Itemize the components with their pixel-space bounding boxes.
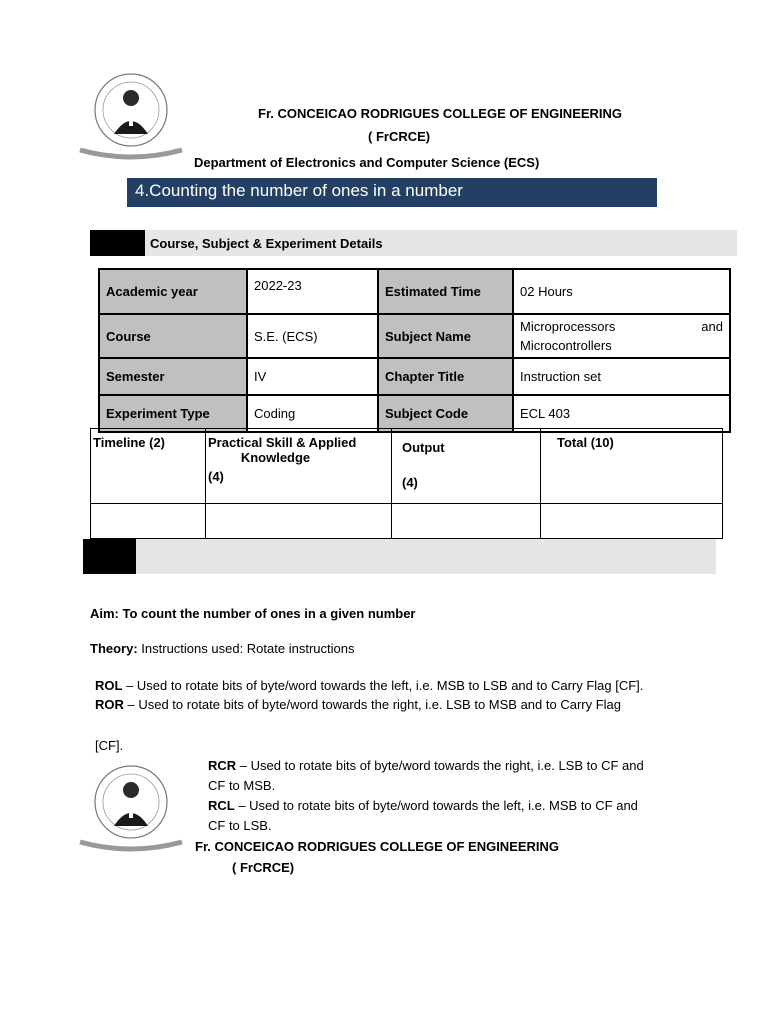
- ror-description: – Used to rotate bits of byte/word towards the right, i.e. LSB to MSB and to Carry Flag: [123, 697, 622, 712]
- table-row: [91, 504, 723, 539]
- experiment-title: 4.Counting the number of ones in a number: [135, 181, 463, 200]
- table-row: [99, 269, 730, 314]
- rcl-name: RCL: [208, 798, 235, 813]
- practical-cell: [206, 504, 392, 539]
- rol-name: ROL: [95, 678, 123, 693]
- subject-code-label: Subject Code: [378, 395, 513, 432]
- section-marker: [90, 230, 145, 256]
- total-header: Total (10): [541, 429, 723, 504]
- table-row: [99, 395, 730, 432]
- output-cell: [392, 504, 541, 539]
- rcr-line: [208, 758, 644, 773]
- footer-college-name: Fr. CONCEICAO RODRIGUES COLLEGE OF ENGINEERING: [195, 839, 560, 854]
- chapter-title-label: Chapter Title: [378, 358, 513, 395]
- estimated-time-label: Estimated Time: [378, 269, 513, 314]
- timeline-cell: [91, 504, 206, 539]
- ror-line: [95, 697, 621, 712]
- college-abbr: ( FrCRCE): [368, 129, 431, 144]
- rol-line: [95, 678, 643, 693]
- college-seal-logo: [76, 68, 186, 163]
- semester-value: IV: [247, 358, 378, 395]
- table-row: [99, 358, 730, 395]
- subject-code-value: ECL 403: [513, 395, 730, 432]
- chapter-title-value: Instruction set: [513, 358, 730, 395]
- table-row: [91, 429, 723, 504]
- estimated-time-value: 02 Hours: [513, 269, 730, 314]
- course-label: Course: [99, 314, 247, 358]
- timeline-header: Timeline (2): [91, 429, 206, 504]
- output-label: Output: [402, 440, 445, 455]
- practical-header: [206, 429, 392, 504]
- rcr-description: – Used to rotate bits of byte/word towards the right, i.e. LSB to CF and: [236, 758, 644, 773]
- subject-name-line2: Microcontrollers: [520, 338, 612, 353]
- experiment-title-bar: [127, 178, 657, 207]
- section-bar-blank: [83, 539, 716, 574]
- rcr-name: RCR: [208, 758, 237, 773]
- practical-line1: Practical Skill & Applied: [208, 435, 357, 450]
- output-marks: (4): [402, 475, 418, 490]
- rcl-line: [208, 798, 638, 813]
- practical-marks: (4): [208, 469, 224, 484]
- semester-label: Semester: [99, 358, 247, 395]
- experiment-type-label: Experiment Type: [99, 395, 247, 432]
- college-seal-logo: [76, 760, 186, 855]
- total-cell: [541, 504, 723, 539]
- college-name: Fr. CONCEICAO RODRIGUES COLLEGE OF ENGINEERING: [258, 106, 623, 121]
- theory-text: [90, 641, 354, 656]
- subject-name-word: and: [701, 319, 723, 334]
- marks-table: [90, 428, 723, 539]
- practical-line2: Knowledge: [240, 450, 311, 465]
- subject-name-value: [513, 314, 730, 358]
- department-name: Department of Electronics and Computer Science (ECS): [194, 155, 540, 170]
- rcl-description: – Used to rotate bits of byte/word towards the left, i.e. MSB to CF and: [234, 798, 638, 813]
- table-row: [99, 314, 730, 358]
- experiment-type-value: Coding: [247, 395, 378, 432]
- theory-body: Instructions used: Rotate instructions: [141, 641, 355, 656]
- details-table: [98, 268, 731, 433]
- section-marker: [83, 539, 136, 574]
- section-bar-details: [90, 230, 737, 256]
- course-value: S.E. (ECS): [247, 314, 378, 358]
- aim-text: Aim: To count the number of ones in a given number: [90, 606, 416, 621]
- section-title: Course, Subject & Experiment Details: [150, 236, 383, 251]
- rcr-continuation: CF to MSB.: [208, 778, 276, 793]
- ror-name: ROR: [95, 697, 124, 712]
- academic-year-label: Academic year: [99, 269, 247, 314]
- rol-description: – Used to rotate bits of byte/word towards the left, i.e. MSB to LSB and to Carry Flag [CF].: [122, 678, 644, 693]
- subject-name-label: Subject Name: [378, 314, 513, 358]
- theory-label: Theory:: [90, 641, 138, 656]
- output-header: [392, 429, 541, 504]
- rcl-continuation: CF to LSB.: [208, 818, 272, 833]
- footer-college-abbr: ( FrCRCE): [232, 860, 295, 875]
- academic-year-value: 2022-23: [247, 269, 378, 314]
- ror-continuation: [CF].: [95, 738, 124, 753]
- subject-name-word: Microprocessors: [520, 319, 616, 334]
